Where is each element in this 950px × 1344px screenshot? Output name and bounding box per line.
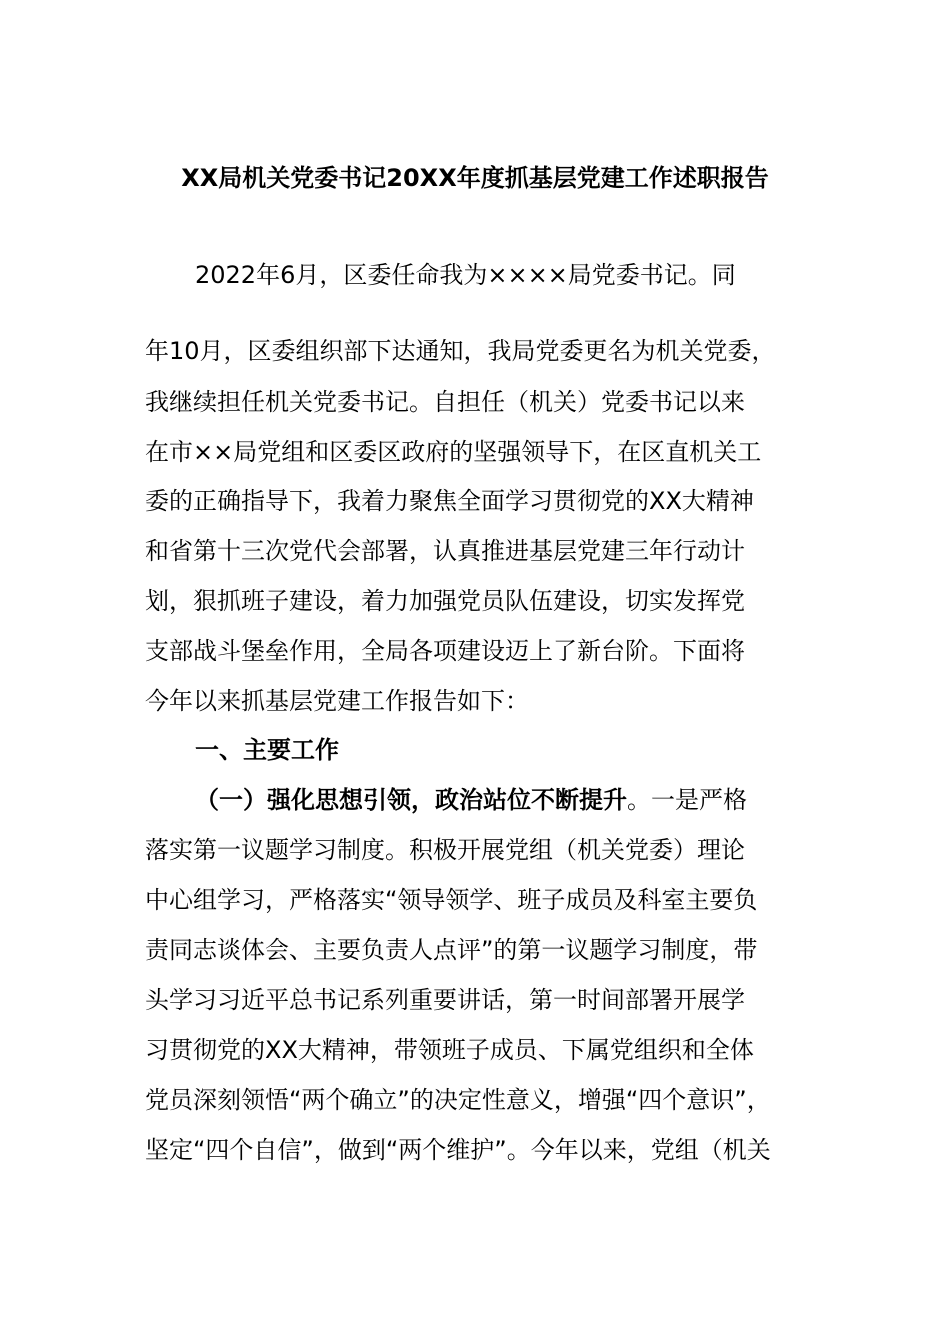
paragraph-line: 责同志谈体会、主要负责人点评”的第一议题学习制度，带 [145, 936, 758, 964]
subsection-heading: （一）强化思想引领，政治站位不断提升 [195, 786, 627, 814]
paragraph-line: 我继续担任机关党委书记。自担任（机关）党委书记以来 [145, 388, 745, 416]
paragraph-line: 和省第十三次党代会部署，认真推进基层党建三年行动计 [145, 537, 745, 565]
subsection-lead [195, 782, 747, 818]
paragraph-line: 坚定“四个自信”，做到“两个维护”。今年以来，党组（机关 [145, 1136, 771, 1164]
paragraph-line: 党员深刻领悟“两个确立”的决定性意义，增强“四个意识”， [145, 1086, 771, 1114]
subsection-lead-text: 。一是严格 [627, 786, 747, 814]
paragraph-line: 年10月，区委组织部下达通知，我局党委更名为机关党委， [145, 337, 776, 365]
paragraph-line: 划，狠抓班子建设，着力加强党员队伍建设，切实发挥党 [145, 587, 745, 615]
paragraph-line: 中心组学习，严格落实“领导领学、班子成员及科室主要负 [145, 886, 758, 914]
paragraph-line: 头学习习近平总书记系列重要讲话，第一时间部署开展学 [145, 986, 745, 1014]
paragraph-line: 支部战斗堡垒作用，全局各项建设迈上了新台阶。下面将 [145, 637, 745, 665]
paragraph-line: 习贯彻党的XX大精神，带领班子成员、下属党组织和全体 [145, 1036, 754, 1064]
paragraph-line: 今年以来抓基层党建工作报告如下： [145, 687, 529, 715]
paragraph-line: 2022年6月，区委任命我为××××局党委书记。同 [195, 261, 736, 289]
paragraph-line: 在市××局党组和区委区政府的坚强领导下，在区直机关工 [145, 438, 762, 466]
paragraph-line: 委的正确指导下，我着力聚焦全面学习贯彻党的XX大精神 [145, 487, 754, 515]
document-title: XX局机关党委书记20XX年度抓基层党建工作述职报告 [181, 164, 769, 192]
section-heading: 一、主要工作 [195, 736, 339, 764]
paragraph-line: 落实第一议题学习制度。积极开展党组（机关党委）理论 [145, 836, 745, 864]
